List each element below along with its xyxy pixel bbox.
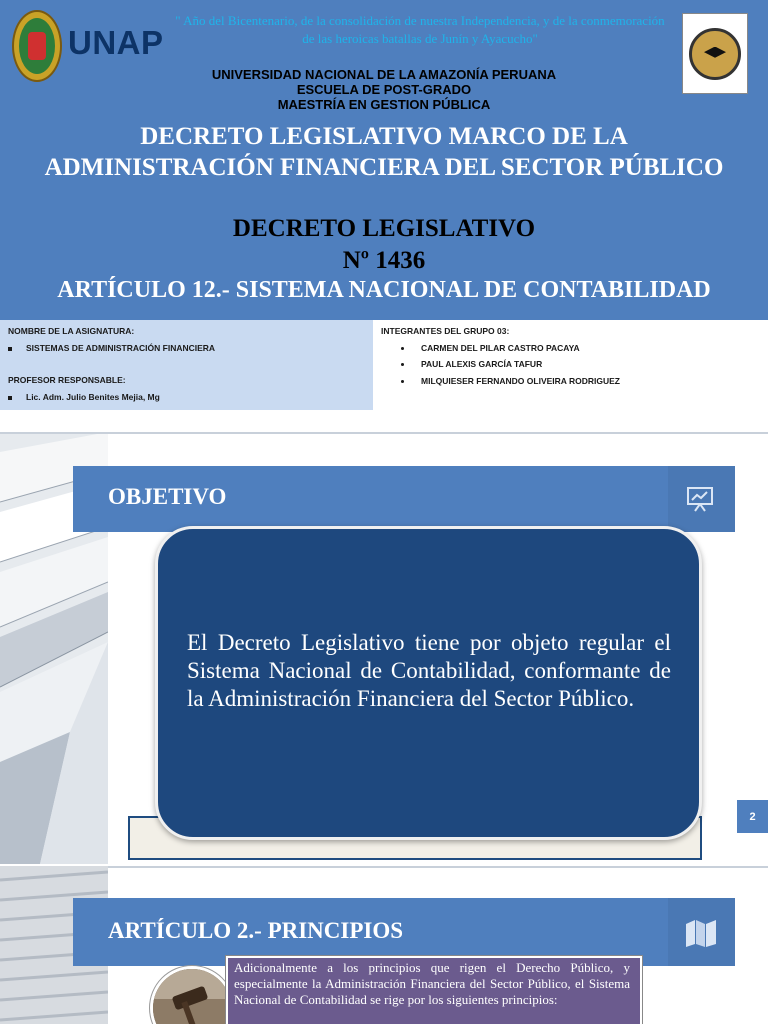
member-name: PAUL ALEXIS GARCÍA TAFUR (421, 359, 543, 369)
decree-number: Nº 1436 (342, 247, 426, 274)
principles-body-text: Adicionalmente a los principios que rigen el Derecho Público, y especialmente la Administración Financiera del Sector Público, el Sistema Nacional de Contabilidad se rige por los siguientes principios: (234, 960, 630, 1007)
masters-name: MAESTRÍA EN GESTION PÚBLICA (277, 97, 491, 112)
bullet-icon (401, 347, 404, 350)
course-value: SISTEMAS DE ADMINISTRACIÓN FINANCIERA (26, 343, 216, 353)
professor-value: Lic. Adm. Julio Benites Mejia, Mg (26, 392, 160, 402)
slide-divider (0, 432, 768, 434)
course-value-item (8, 343, 215, 353)
member-item (401, 376, 620, 386)
unap-logo-text: UNAP (68, 24, 164, 61)
university-name: UNIVERSIDAD NACIONAL DE LA AMAZONÍA PERUANA (211, 67, 557, 82)
objective-body-text: El Decreto Legislativo tiene por objeto regular el Sistema Nacional de Contabilidad, conformante de la Administración Financiera del Sector Público. (187, 630, 671, 711)
course-label: NOMBRE DE LA ASIGNATURA: (8, 326, 135, 336)
cover-title: DECRETO LEGISLATIVO MARCO DE LA ADMINISTRACIÓN FINANCIERA DEL SECTOR PÚBLICO (44, 123, 724, 181)
article-title: ARTÍCULO 12.- SISTEMA NACIONAL DE CONTABILIDAD (57, 277, 711, 303)
bullet-icon (401, 380, 404, 383)
map-icon (684, 918, 718, 948)
course-info-left (0, 320, 373, 410)
objective-title: OBJETIVO (108, 484, 227, 509)
year-slogan: " Año del Bicentenario, de la consolidación de nuestra Independencia, y de la conmemoración de las heroicas batallas de Junín y Ayacucho" (175, 13, 665, 46)
professor-label: PROFESOR RESPONSABLE: (8, 375, 126, 385)
cover-subtitle: DECRETO LEGISLATIVO (232, 215, 536, 242)
group-info-right (373, 320, 768, 410)
professor-value-item (8, 392, 160, 402)
member-name: MILQUIESER FERNANDO OLIVEIRA RODRIGUEZ (421, 376, 620, 386)
principles-title: ARTÍCULO 2.- PRINCIPIOS (108, 918, 404, 943)
objective-slide (0, 432, 768, 864)
course-info-panel (0, 320, 768, 410)
page-number: 2 (737, 800, 768, 833)
gavel-photo (150, 966, 234, 1024)
member-name: CARMEN DEL PILAR CASTRO PACAYA (421, 343, 580, 353)
cover-slide (0, 0, 768, 410)
member-item (401, 343, 580, 353)
bullet-icon (8, 396, 12, 400)
slide-divider (0, 866, 768, 868)
member-item (401, 359, 542, 369)
group-label: INTEGRANTES DEL GRUPO 03: (381, 326, 510, 336)
bullet-icon (401, 363, 404, 366)
principles-slide (0, 866, 768, 1024)
presentation-chart-icon (686, 486, 714, 512)
school-name: ESCUELA DE POST-GRADO (296, 82, 472, 97)
bullet-icon (8, 347, 12, 351)
